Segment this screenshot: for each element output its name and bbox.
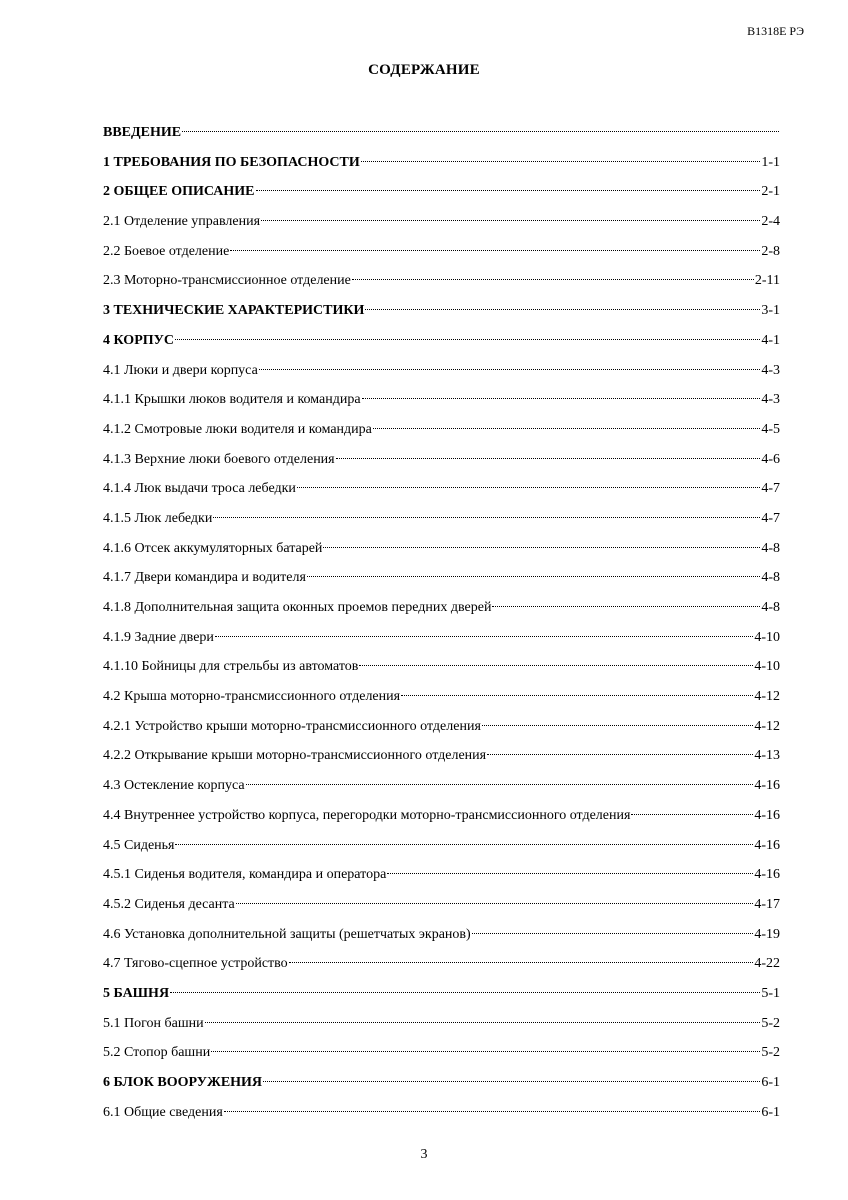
toc-entry[interactable] bbox=[103, 237, 780, 267]
toc-entry-label: 4.1.1 Крышки люков водителя и командира bbox=[103, 392, 361, 408]
toc-dot-leader bbox=[352, 279, 754, 280]
toc-entry-label: 4.1.4 Люк выдачи троса лебедки bbox=[103, 481, 296, 497]
toc-entry[interactable] bbox=[103, 296, 780, 326]
toc-entry-label: 4.1.8 Дополнительная защита оконных проемов передних дверей bbox=[103, 600, 492, 615]
toc-entry-page: 4-8 bbox=[761, 600, 780, 615]
toc-dot-leader bbox=[631, 814, 753, 815]
toc-dot-leader bbox=[336, 458, 761, 459]
toc-entry-page: 5-2 bbox=[761, 1015, 780, 1031]
page-number: 3 bbox=[420, 1147, 428, 1162]
toc-entry-label: 4.2.2 Открывание крыши моторно-трансмиссионного отделения bbox=[103, 748, 487, 764]
toc-entry[interactable] bbox=[103, 326, 780, 356]
toc-entry[interactable] bbox=[103, 504, 780, 534]
toc-entry-page: 4-10 bbox=[754, 629, 780, 645]
toc-entry-page: 4-12 bbox=[754, 689, 780, 705]
toc-entry-page: 4-22 bbox=[754, 956, 780, 972]
toc-entry-label: 2.3 Моторно-трансмиссионное отделение bbox=[103, 273, 351, 289]
toc-entry[interactable] bbox=[103, 177, 780, 207]
toc-dot-leader bbox=[215, 636, 753, 637]
toc-entry-page: 4-3 bbox=[761, 362, 780, 378]
toc-entry-page: 6-1 bbox=[761, 1075, 780, 1090]
toc-entry[interactable] bbox=[103, 712, 780, 742]
toc-entry[interactable] bbox=[103, 623, 780, 653]
toc-entry-label: 2.1 Отделение управления bbox=[103, 214, 261, 230]
toc-dot-leader bbox=[224, 1111, 761, 1112]
toc-entry[interactable] bbox=[103, 741, 780, 771]
toc-entry[interactable] bbox=[103, 979, 780, 1009]
toc-dot-leader bbox=[359, 665, 753, 666]
toc-entry[interactable] bbox=[103, 801, 780, 831]
toc-dot-leader bbox=[256, 190, 761, 191]
toc-entry[interactable] bbox=[103, 356, 780, 386]
toc-dot-leader bbox=[259, 369, 761, 370]
toc-entry-label: 6.1 Общие сведения bbox=[103, 1104, 223, 1120]
toc-entry[interactable] bbox=[103, 563, 780, 593]
toc-entry-label: 6 БЛОК ВООРУЖЕНИЯ bbox=[103, 1075, 263, 1090]
toc-entry-label: 4.1.3 Верхние люки боевого отделения bbox=[103, 451, 335, 467]
toc-dot-leader bbox=[401, 695, 753, 696]
toc-entry-label: 4.5 Сиденья bbox=[103, 837, 175, 853]
toc-entry-page: 1-1 bbox=[761, 154, 780, 170]
toc-entry[interactable] bbox=[103, 1038, 780, 1068]
toc-entry-label: 4.1.2 Смотровые люки водителя и командира bbox=[103, 421, 372, 437]
toc-dot-leader bbox=[387, 873, 753, 874]
toc-entry-label: 4.4 Внутреннее устройство корпуса, перегородки моторно-трансмиссионного отделения bbox=[103, 807, 631, 823]
toc-entry-page: 4-12 bbox=[754, 718, 780, 734]
toc-entry-label: 2 ОБЩЕЕ ОПИСАНИЕ bbox=[103, 184, 255, 200]
toc-entry-label: 1 ТРЕБОВАНИЯ ПО БЕЗОПАСНОСТИ bbox=[103, 154, 360, 170]
toc-entry-page: 2-8 bbox=[761, 243, 780, 259]
toc-dot-leader bbox=[213, 517, 760, 518]
toc-entry-page: 4-17 bbox=[754, 896, 780, 912]
toc-entry[interactable] bbox=[103, 148, 780, 178]
toc-entry-page: 4-8 bbox=[761, 570, 780, 586]
toc-entry-label: 4.5.1 Сиденья водителя, командира и оператора bbox=[103, 867, 387, 883]
toc-dot-leader bbox=[230, 250, 760, 251]
toc-entry[interactable] bbox=[103, 890, 780, 920]
toc-dot-leader bbox=[487, 754, 753, 755]
toc-entry-page: 5-2 bbox=[761, 1045, 780, 1061]
toc-entry[interactable] bbox=[103, 1098, 780, 1128]
toc-dot-leader bbox=[297, 487, 760, 488]
toc-entry[interactable] bbox=[103, 682, 780, 712]
toc-entry-page: 2-11 bbox=[754, 273, 780, 289]
toc-entry-page: 4-16 bbox=[754, 807, 780, 823]
toc-entry-page: 2-1 bbox=[761, 184, 780, 200]
toc-dot-leader bbox=[182, 131, 779, 132]
toc-entry-label: 4.6 Установка дополнительной защиты (решетчатых экранов) bbox=[103, 926, 471, 942]
toc-entry-label: 4.2 Крыша моторно-трансмиссионного отделения bbox=[103, 689, 401, 705]
toc-dot-leader bbox=[175, 339, 760, 340]
toc-entry[interactable] bbox=[103, 207, 780, 237]
toc-entry-label: 4.2.1 Устройство крыши моторно-трансмиссионного отделения bbox=[103, 718, 481, 734]
toc-entry-label: 4.1.10 Бойницы для стрельбы из автоматов bbox=[103, 659, 359, 675]
toc-dot-leader bbox=[211, 1051, 760, 1052]
toc-entry[interactable] bbox=[103, 831, 780, 861]
toc-entry-label: 4.1.9 Задние двери bbox=[103, 629, 214, 645]
toc-entry-page: 4-16 bbox=[754, 867, 780, 883]
toc-entry-label: 4.1.6 Отсек аккумуляторных батарей bbox=[103, 540, 323, 556]
toc-dot-leader bbox=[361, 161, 761, 162]
toc-entry-page: 4-16 bbox=[754, 778, 780, 794]
toc-entry-page: 4-10 bbox=[754, 659, 780, 675]
toc-entry-label: 4.7 Тягово-сцепное устройство bbox=[103, 956, 288, 972]
toc-dot-leader bbox=[289, 962, 754, 963]
toc-dot-leader bbox=[246, 784, 754, 785]
toc-entry-page: 4-16 bbox=[754, 837, 780, 853]
document-code: В1318Е РЭ bbox=[747, 24, 804, 38]
toc-entry-page: 5-1 bbox=[761, 985, 780, 1001]
toc-dot-leader bbox=[472, 933, 754, 934]
toc-dot-leader bbox=[365, 309, 760, 310]
toc-entry[interactable] bbox=[103, 474, 780, 504]
toc-entry-page: 4-7 bbox=[761, 510, 780, 526]
toc-entry[interactable] bbox=[103, 445, 780, 475]
toc-entry-page: 4-1 bbox=[761, 332, 780, 348]
toc-entry-page: 4-13 bbox=[754, 748, 780, 764]
toc-dot-leader bbox=[170, 992, 760, 993]
table-of-contents bbox=[103, 118, 780, 1127]
toc-entry-label: 4.5.2 Сиденья десанта bbox=[103, 896, 235, 912]
toc-entry-label: 4.3 Остекление корпуса bbox=[103, 778, 245, 794]
toc-entry-page: 3-1 bbox=[761, 303, 780, 319]
toc-entry-label: 4.1 Люки и двери корпуса bbox=[103, 362, 258, 378]
toc-entry-label: ВВЕДЕНИЕ bbox=[103, 125, 182, 140]
toc-entry[interactable] bbox=[103, 1068, 780, 1098]
toc-entry[interactable] bbox=[103, 771, 780, 801]
toc-entry-page: 4-8 bbox=[761, 540, 780, 556]
toc-entry-page: 6-1 bbox=[761, 1104, 780, 1120]
toc-entry-label: 4 КОРПУС bbox=[103, 332, 175, 348]
toc-entry[interactable] bbox=[103, 860, 780, 890]
toc-dot-leader bbox=[175, 844, 753, 845]
toc-dot-leader bbox=[205, 1022, 761, 1023]
toc-entry-page: 4-3 bbox=[761, 392, 780, 408]
toc-entry[interactable] bbox=[103, 266, 780, 296]
toc-entry[interactable] bbox=[103, 415, 780, 445]
toc-entry-label: 5.1 Погон башни bbox=[103, 1015, 204, 1031]
toc-dot-leader bbox=[236, 903, 754, 904]
toc-entry[interactable] bbox=[103, 1009, 780, 1039]
toc-dot-leader bbox=[263, 1081, 760, 1082]
toc-entry-page: 2-4 bbox=[761, 214, 780, 230]
toc-entry-label: 4.1.7 Двери командира и водителя bbox=[103, 570, 306, 586]
toc-dot-leader bbox=[362, 398, 761, 399]
page-title: СОДЕРЖАНИЕ bbox=[368, 62, 480, 78]
toc-dot-leader bbox=[261, 220, 760, 221]
toc-entry-page: 4-7 bbox=[761, 481, 780, 497]
toc-dot-leader bbox=[323, 547, 760, 548]
toc-entry[interactable] bbox=[103, 385, 780, 415]
toc-entry[interactable] bbox=[103, 593, 780, 623]
toc-entry-label: 4.1.5 Люк лебедки bbox=[103, 510, 213, 526]
toc-dot-leader bbox=[307, 576, 760, 577]
toc-dot-leader bbox=[492, 606, 760, 607]
toc-entry[interactable] bbox=[103, 534, 780, 564]
toc-entry-label: 3 ТЕХНИЧЕСКИЕ ХАРАКТЕРИСТИКИ bbox=[103, 303, 365, 319]
toc-entry-label: 5.2 Стопор башни bbox=[103, 1045, 211, 1061]
toc-dot-leader bbox=[373, 428, 760, 429]
toc-entry-label: 2.2 Боевое отделение bbox=[103, 243, 230, 259]
toc-entry[interactable] bbox=[103, 920, 780, 950]
toc-entry-label: 5 БАШНЯ bbox=[103, 985, 170, 1001]
toc-entry[interactable] bbox=[103, 949, 780, 979]
toc-dot-leader bbox=[482, 725, 753, 726]
toc-entry[interactable] bbox=[103, 652, 780, 682]
toc-entry-page: 4-5 bbox=[761, 421, 780, 437]
toc-entry-page: 4-19 bbox=[754, 926, 780, 942]
toc-entry[interactable] bbox=[103, 118, 780, 148]
toc-entry-page: 4-6 bbox=[761, 451, 780, 467]
